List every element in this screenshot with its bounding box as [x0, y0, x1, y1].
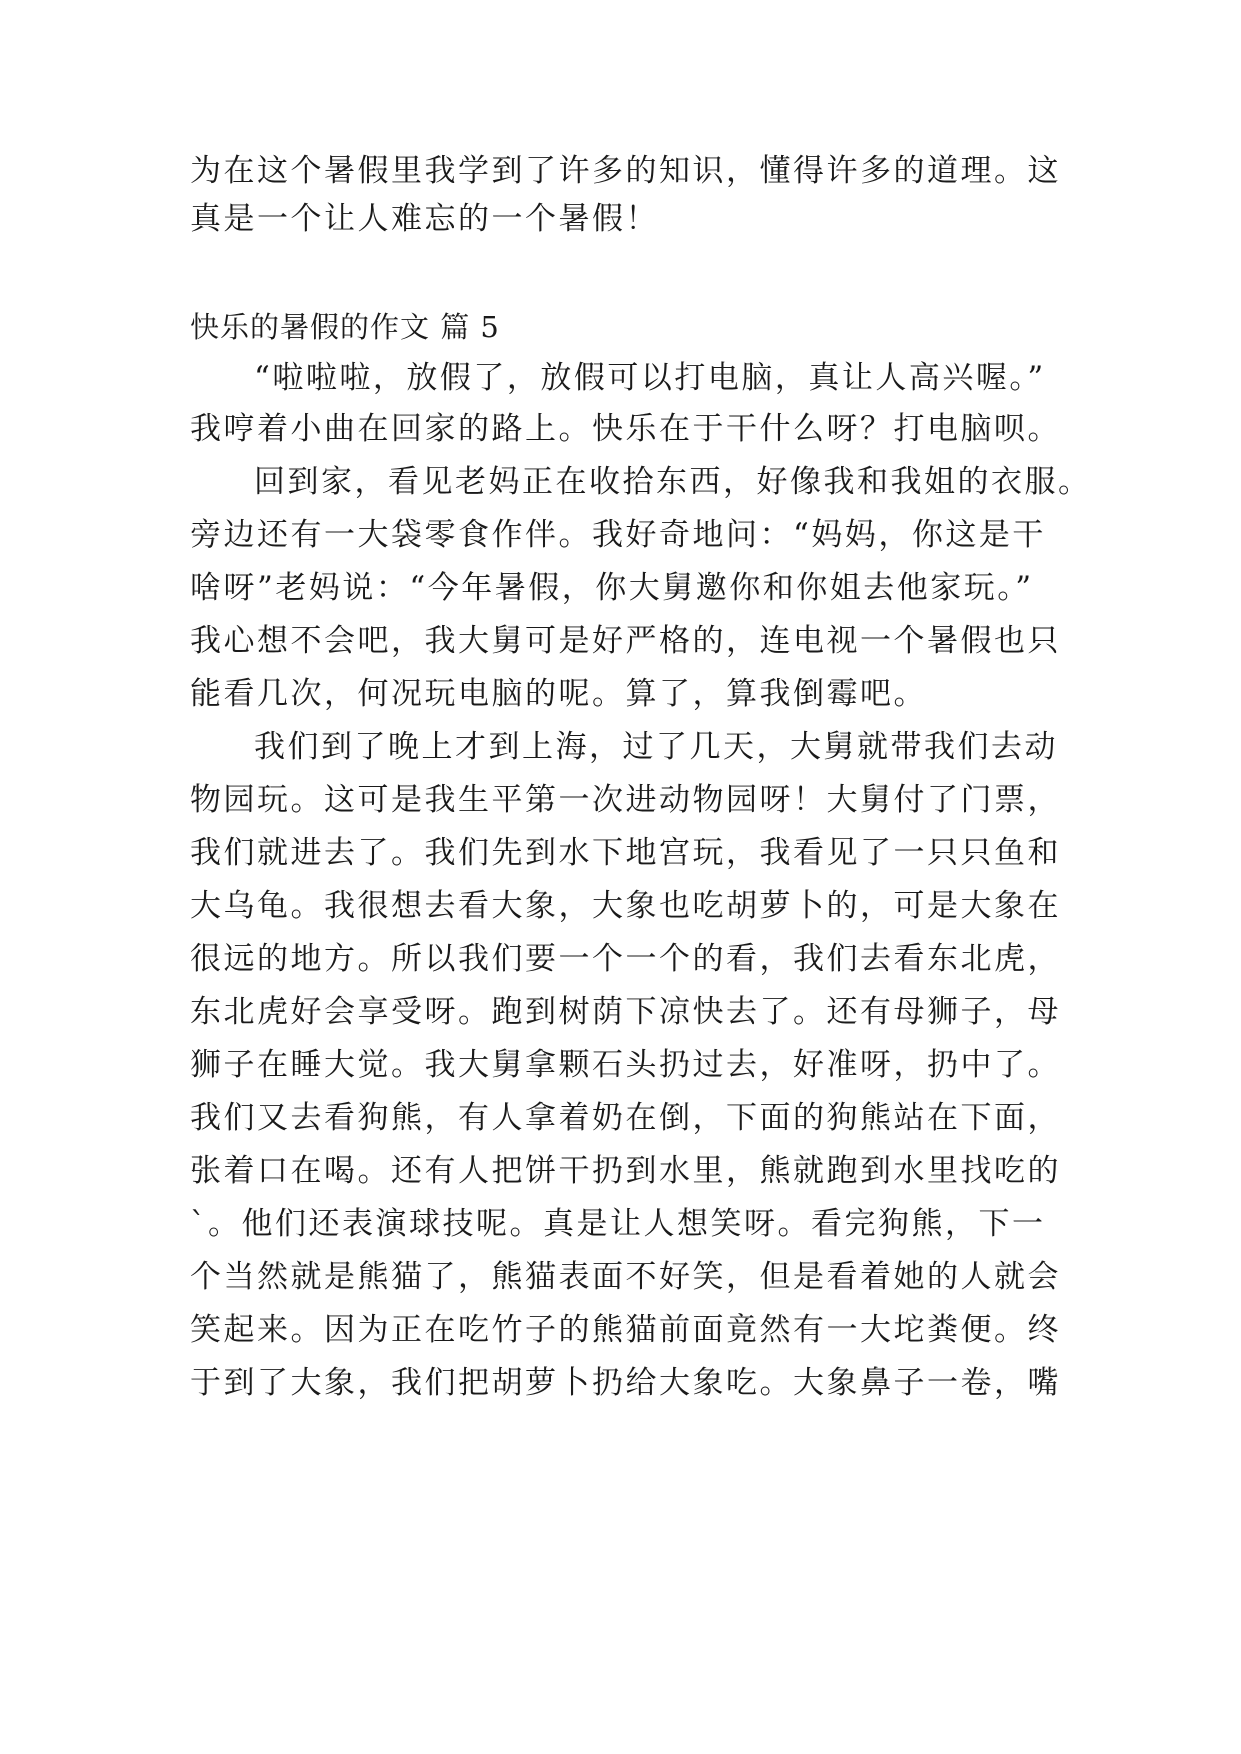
paragraph-line: 张着口在喝。还有人把饼干扔到水里，熊就跑到水里找吃的: [190, 1153, 1061, 1189]
paragraph-line: 我心想不会吧，我大舅可是好严格的，连电视一个暑假也只: [190, 623, 1061, 659]
paragraph-line: 狮子在睡大觉。我大舅拿颗石头扔过去，好准呀，扔中了。: [190, 1047, 1061, 1083]
paragraph-line: 个当然就是熊猫了，熊猫表面不好笑，但是看着她的人就会: [190, 1259, 1061, 1295]
paragraph-line: 很远的地方。所以我们要一个一个的看，我们去看东北虎，: [190, 941, 1061, 977]
text-line: 真是一个让人难忘的一个暑假！: [190, 201, 659, 237]
paragraph-line: `。他们还表演球技呢。真是让人想笑呀。看完狗熊，下一: [190, 1206, 1046, 1242]
section-heading: 快乐的暑假的作文 篇 5: [190, 310, 500, 344]
paragraph-line: 我们又去看狗熊，有人拿着奶在倒，下面的狗熊站在下面，: [190, 1100, 1061, 1136]
paragraph-line: 我们就进去了。我们先到水下地宫玩，我看见了一只只鱼和: [190, 835, 1061, 871]
paragraph-line: 物园玩。这可是我生平第一次进动物园呀！大舅付了门票，: [190, 782, 1061, 818]
paragraph-line: “啦啦啦，放假了，放假可以打电脑，真让人高兴喔。”: [254, 360, 1046, 396]
paragraph-line: 啥呀”老妈说：“今年暑假，你大舅邀你和你姐去他家玩。”: [190, 570, 1034, 606]
text-line: 为在这个暑假里我学到了许多的知识，懂得许多的道理。这: [190, 153, 1061, 189]
paragraph-line: 我们到了晚上才到上海，过了几天，大舅就带我们去动: [254, 729, 1058, 765]
paragraph-line: 大乌龟。我很想去看大象，大象也吃胡萝卜的，可是大象在: [190, 888, 1061, 924]
paragraph-line: 回到家，看见老妈正在收拾东西，好像我和我姐的衣服。: [254, 464, 1092, 500]
paragraph-line: 东北虎好会享受呀。跑到树荫下凉快去了。还有母狮子，母: [190, 994, 1061, 1030]
paragraph-line: 我哼着小曲在回家的路上。快乐在于干什么呀？打电脑呗。: [190, 411, 1061, 447]
paragraph-line: 于到了大象，我们把胡萝卜扔给大象吃。大象鼻子一卷，嘴: [190, 1365, 1061, 1401]
paragraph-line: 旁边还有一大袋零食作伴。我好奇地问：“妈妈，你这是干: [190, 517, 1046, 553]
paragraph-line: 能看几次，何况玩电脑的呢。算了，算我倒霉吧。: [190, 676, 927, 712]
paragraph-line: 笑起来。因为正在吃竹子的熊猫前面竟然有一大坨粪便。终: [190, 1312, 1061, 1348]
